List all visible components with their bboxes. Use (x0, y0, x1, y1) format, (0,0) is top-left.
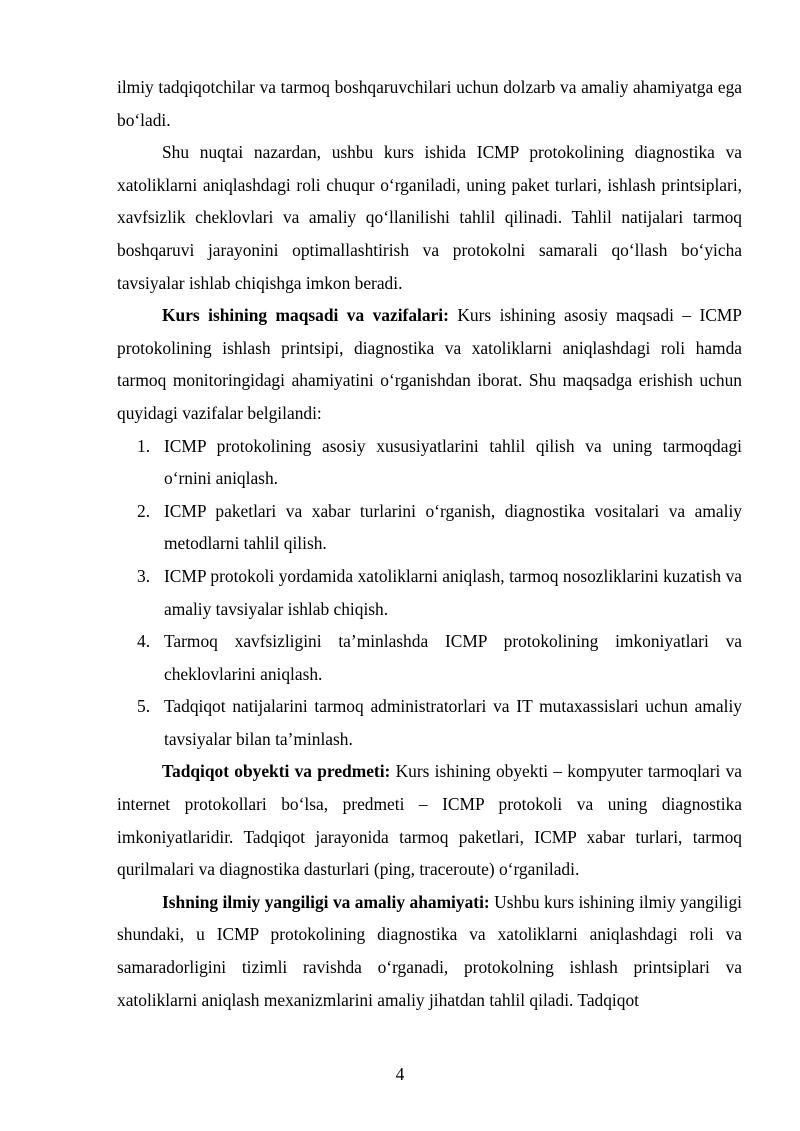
list-item-text: ICMP paketlari va xabar turlarini o‘rganish, diagnostika vositalari va amaliy metodlarni tahlil qilish. (164, 500, 742, 554)
list-item-number: 1. (137, 435, 151, 456)
list-item (117, 690, 742, 755)
paragraph-goals (117, 299, 742, 429)
heading-goals: Kurs ishining maqsadi va vazifalari: (162, 305, 449, 326)
page-content (117, 71, 742, 1016)
list-item-text: Tarmoq xavfsizligini ta’minlashda ICMP protokolining imkoniyatlari va cheklovlarini aniqlash. (164, 631, 742, 684)
object-subject-text: Kurs ishining obyekti – kompyuter tarmoqlari va internet protokollari bo‘lsa, predmeti – ICMP protokoli va uning diagnostika imkoniyatlaridir. Tadqiqot jarayonida tarmoq paketlari, ICMP xabar turlari, tarmoq qurilmalari va diagnostika dasturlari (ping, traceroute) o‘rganiladi. (117, 761, 742, 880)
tasks-list (117, 430, 742, 756)
list-item (117, 560, 742, 625)
list-item-number: 3. (137, 565, 151, 586)
paragraph-object-subject (117, 755, 742, 885)
list-item-text: Tadqiqot natijalarini tarmoq administratorlari va IT mutaxassislari uchun amaliy tavsiyalar bilan ta’minlash. (164, 696, 742, 749)
paragraph-novelty (117, 886, 742, 1016)
list-item-text: ICMP protokolining asosiy xususiyatlarini tahlil qilish va uning tarmoqdagi o‘rnini aniqlash. (164, 435, 742, 489)
list-item-number: 4. (137, 631, 151, 652)
goals-text: Kurs ishining asosiy maqsadi – ICMP protokolining ishlash printsipi, diagnostika va xatoliklarni aniqlashdagi roli hamda tarmoq monitoringidagi ahamiyatini o‘rganishdan iborat. Shu maqsadga erishish uchun quyidagi vazifalar belgilandi: (117, 305, 742, 423)
list-item (117, 430, 742, 495)
list-item-text: ICMP protokoli yordamida xatoliklarni aniqlash, tarmoq nosozliklarini kuzatish va amaliy tavsiyalar ishlab chiqish. (164, 565, 742, 619)
list-item-number: 5. (137, 696, 151, 717)
list-item (117, 495, 742, 560)
novelty-text: Ushbu kurs ishining ilmiy yangiligi shundaki, u ICMP protokolining diagnostika va xatoliklarni aniqlashdagi roli va samaradorligini tizimli ravishda o‘rganadi, protokolning ishlash printsiplari va xatoliklarni aniqlash mexanizmlarini amaliy jihatdan tahlil qiladi. Tadqiqot (117, 891, 742, 1010)
page-number: 4 (395, 1064, 405, 1084)
heading-novelty: Ishning ilmiy yangiligi va amaliy ahamiyati: (162, 891, 490, 912)
list-item (117, 625, 742, 690)
heading-object-subject: Tadqiqot obyekti va predmeti: (162, 761, 391, 782)
list-item-number: 2. (137, 500, 151, 521)
paragraph-intro-continuation: ilmiy tadqiqotchilar va tarmoq boshqaruvchilari uchun dolzarb va amaliy ahamiyatga ega bo‘ladi. (117, 77, 742, 130)
paragraph-context: Shu nuqtai nazardan, ushbu kurs ishida ICMP protokolining diagnostika va xatoliklarni aniqlashdagi roli chuqur o‘rganiladi, uning paket turlari, ishlash printsiplari, xavfsizlik cheklovlari va amaliy qo‘llanilishi tahlil qilinadi. Tahlil natijalari tarmoq boshqaruvi jarayonini optimallashtirish va protokolni samarali qo‘llash bo‘yicha tavsiyalar ishlab chiqishga imkon beradi. (117, 142, 742, 293)
